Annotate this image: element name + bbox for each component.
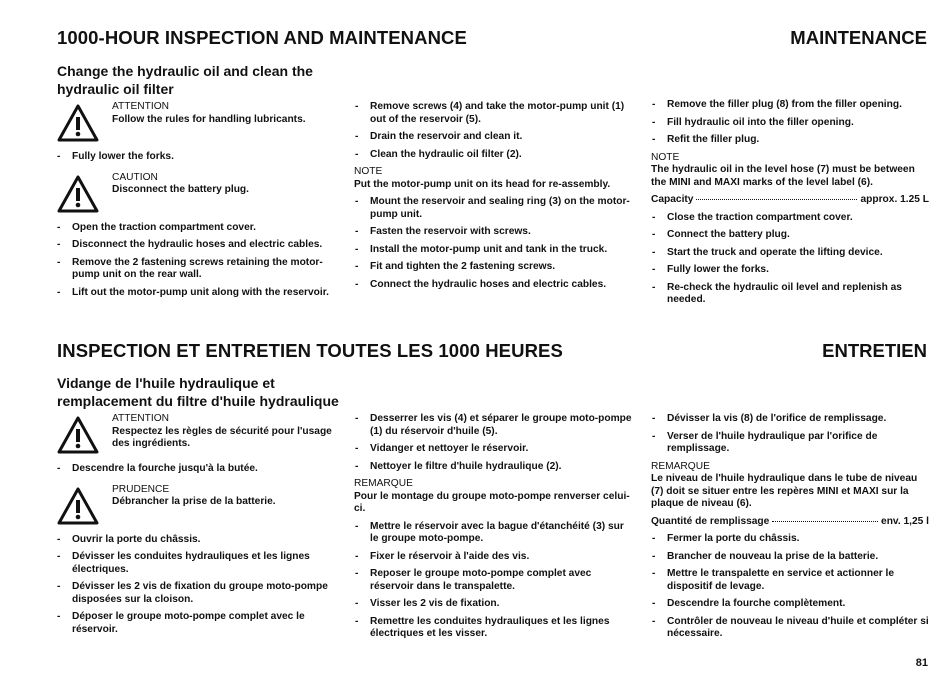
column-3-fr [651, 413, 929, 646]
warning-label: ATTENTION [112, 101, 169, 112]
list-item: - Re-check the hydraulic oil level and replenish as needed. [651, 282, 929, 307]
capacity-value: approx. 1.25 L [860, 194, 929, 205]
list-item: - Fully lower the forks. [651, 264, 929, 277]
list-item: - Fit and tighten the 2 fastening screws. [354, 261, 632, 274]
note-label: NOTE [651, 151, 680, 163]
list-item: - Dévisser les conduites hydrauliques et les lignes électriques. [56, 551, 338, 576]
warning-attention-fr [56, 413, 338, 457]
list-item: - Close the traction compartment cover. [651, 212, 929, 225]
note-text: The hydraulic oil in the level hose (7) must be between the MINI and MAXI marks of the level label (6). [651, 164, 915, 188]
list-item: - Visser les 2 vis de fixation. [354, 598, 632, 611]
warning-triangle-icon [56, 103, 100, 143]
warning-triangle-icon [56, 174, 100, 214]
note-label: REMARQUE [354, 478, 413, 489]
warning-text: Follow the rules for handling lubricants. [112, 113, 306, 125]
list-item: - Dévisser la vis (8) de l'orifice de remplissage. [651, 413, 929, 426]
list-item: - Fasten the reservoir with screws. [354, 226, 632, 239]
warning-triangle-icon [56, 415, 100, 455]
list-item: - Remettre les conduites hydrauliques et les lignes électriques et les visser. [354, 616, 632, 641]
column-1-fr [56, 413, 338, 641]
list-item: - Lift out the motor-pump unit along with the reservoir. [56, 287, 338, 300]
note-text: Put the motor-pump unit on its head for re-assembly. [354, 178, 611, 190]
leader-dots [772, 521, 878, 522]
list-item: - Dévisser les 2 vis de fixation du groupe moto-pompe disposées sur la cloison. [56, 581, 338, 606]
warning-text: Disconnect the battery plug. [112, 184, 249, 195]
list-item: - Fixer le réservoir à l'aide des vis. [354, 551, 632, 564]
subtitle-fr: Vidange de l'huile hydraulique et remplacement du filtre d'huile hydraulique [57, 375, 339, 409]
note-text: Pour le montage du groupe moto-pompe renverser celui-ci. [354, 490, 630, 514]
leader-dots [696, 199, 857, 200]
capacity-label: Capacity [651, 194, 694, 205]
list-item: - Mettre le réservoir avec la bague d'étanchéité (3) sur le groupe moto-pompe. [354, 521, 632, 546]
capacity-line [651, 516, 929, 529]
list-item: - Brancher de nouveau la prise de la batterie. [651, 551, 929, 564]
list-item: - Remove screws (4) and take the motor-pump unit (1) out of the reservoir (5). [354, 101, 632, 126]
list-item: - Clean the hydraulic oil filter (2). [354, 149, 632, 162]
list-item: - Connect the hydraulic hoses and electric cables. [354, 279, 632, 292]
column-2-en [354, 101, 632, 296]
warning-triangle-icon [56, 486, 100, 526]
section-title-fr: INSPECTION ET ENTRETIEN TOUTES LES 1000 HEURES [57, 340, 563, 361]
list-item: - Remove the 2 fastening screws retaining the motor-pump unit on the rear wall. [56, 257, 338, 282]
warning-label: CAUTION [112, 171, 158, 183]
warning-text: Respectez les règles de sécurité pour l'usage des ingrédients. [112, 425, 332, 449]
capacity-label: Quantité de remplissage [651, 515, 770, 527]
list-item: - Drain the reservoir and clean it. [354, 131, 632, 144]
note-text: Le niveau de l'huile hydraulique dans le tube de niveau (7) doit se situer entre les repères MINI et MAXI sur la plaque de niveau (6). [651, 473, 918, 509]
list-item: - Nettoyer le filtre d'huile hydraulique (2). [354, 461, 632, 474]
warning-caution-en [56, 172, 338, 216]
list-item: - Descendre la fourche jusqu'à la butée. [56, 463, 338, 476]
list-item: - Fill hydraulic oil into the filler opening. [651, 117, 929, 130]
list-item: - Fully lower the forks. [56, 151, 338, 164]
list-item: - Reposer le groupe moto-pompe complet avec réservoir dans le transpalette. [354, 568, 632, 593]
list-item: - Remove the filler plug (8) from the filler opening. [651, 99, 929, 112]
list-item: - Ouvrir la porte du châssis. [56, 534, 338, 547]
warning-label: PRUDENCE [112, 483, 170, 495]
subtitle-en: Change the hydraulic oil and clean the hydraulic oil filter [57, 63, 313, 97]
list-item: - Verser de l'huile hydraulique par l'orifice de remplissage. [651, 431, 929, 456]
section-category-fr: ENTRETIEN [822, 340, 927, 361]
warning-text: Débrancher la prise de la batterie. [112, 496, 276, 507]
list-item: - Vidanger et nettoyer le réservoir. [354, 443, 632, 456]
list-item: - Refit the filler plug. [651, 134, 929, 147]
list-item: - Contrôler de nouveau le niveau d'huile et compléter si nécessaire. [651, 616, 929, 641]
list-item: - Fermer la porte du châssis. [651, 533, 929, 546]
list-item: - Descendre la fourche complètement. [651, 598, 929, 611]
list-item: - Déposer le groupe moto-pompe complet avec le réservoir. [56, 611, 338, 636]
warning-attention-en [56, 101, 338, 145]
list-item: - Start the truck and operate the lifting device. [651, 247, 929, 260]
column-1-en [56, 101, 338, 304]
note-label: REMARQUE [651, 460, 710, 472]
list-item: - Connect the battery plug. [651, 229, 929, 242]
page-number: 81 [915, 657, 928, 669]
list-item: - Disconnect the hydraulic hoses and electric cables. [56, 239, 338, 252]
note-label: NOTE [354, 166, 383, 177]
column-3-en [651, 99, 929, 312]
section-title-en: 1000-HOUR INSPECTION AND MAINTENANCE [57, 27, 467, 48]
list-item: - Mettre le transpalette en service et actionner le dispositif de levage. [651, 568, 929, 593]
column-2-fr [354, 413, 632, 646]
list-item: - Install the motor-pump unit and tank in the truck. [354, 244, 632, 257]
warning-label: ATTENTION [112, 413, 169, 424]
capacity-line [651, 194, 929, 207]
capacity-value: env. 1,25 l [881, 515, 929, 527]
warning-prudence-fr [56, 484, 338, 528]
list-item: - Open the traction compartment cover. [56, 222, 338, 235]
list-item: - Mount the reservoir and sealing ring (3) on the motor-pump unit. [354, 196, 632, 221]
list-item: - Desserrer les vis (4) et séparer le groupe moto-pompe (1) du réservoir d'huile (5). [354, 413, 632, 438]
section-category-en: MAINTENANCE [790, 27, 927, 48]
